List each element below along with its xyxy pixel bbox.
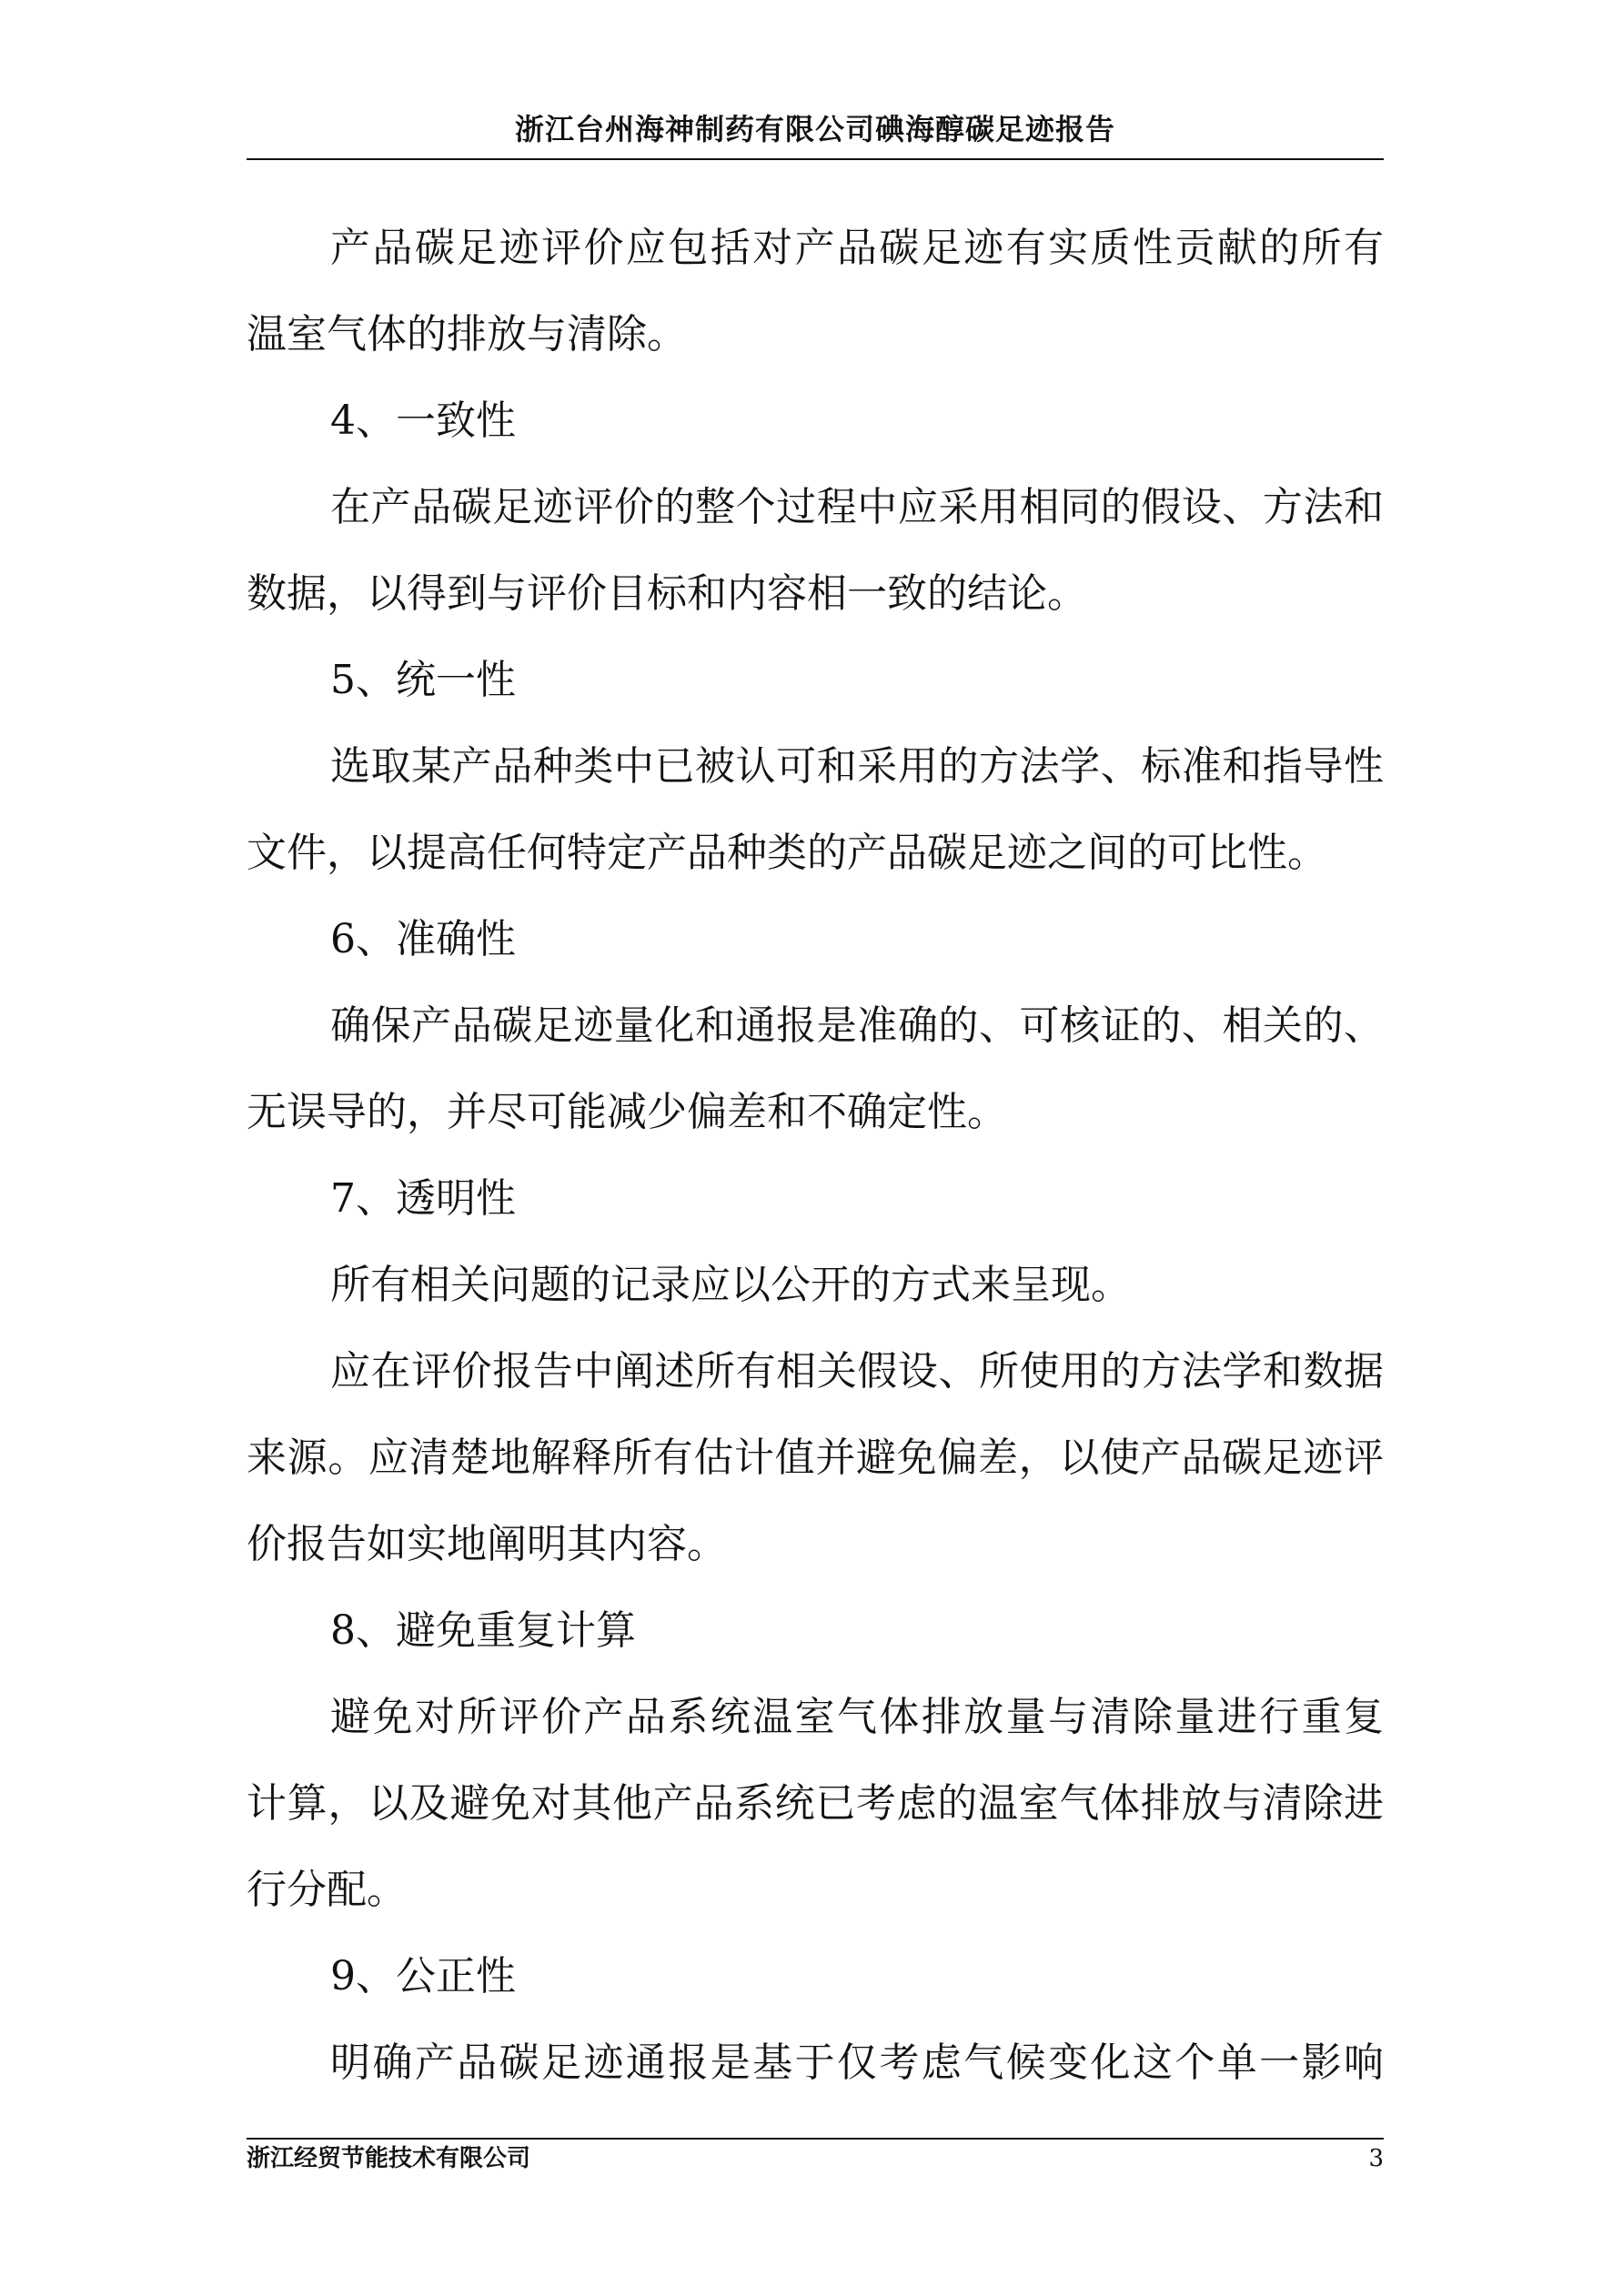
text-line: 来源。应清楚地解释所有估计值并避免偏差，以使产品碳足迹评: [247, 1435, 1384, 1481]
text-line: 确保产品碳足迹量化和通报是准确的、可核证的、相关的、: [330, 1002, 1384, 1049]
text-line: 数据，以得到与评价目标和内容相一致的结论。: [247, 570, 1087, 617]
text-line: 4、一致性: [330, 398, 516, 444]
text-line: 计算，以及避免对其他产品系统已考虑的温室气体排放与清除进: [247, 1780, 1384, 1827]
text-line: 在产品碳足迹评价的整个过程中应采用相同的假设、方法和: [330, 484, 1384, 530]
text-line: 8、避免重复计算: [330, 1607, 636, 1654]
page-header-title: 浙江台州海神制药有限公司碘海醇碳足迹报告: [514, 112, 1115, 146]
text-line: 9、公正性: [330, 1953, 516, 1999]
text-line: 文件，以提高任何特定产品种类的产品碳足迹之间的可比性。: [247, 830, 1327, 876]
footer-company-name: 浙江经贸节能技术有限公司: [247, 2145, 531, 2172]
text-line: 7、透明性: [330, 1175, 516, 1222]
text-line: 无误导的，并尽可能减少偏差和不确定性。: [247, 1089, 1007, 1135]
header-divider: [247, 158, 1384, 160]
text-line: 5、统一性: [330, 657, 516, 703]
document-body: [247, 205, 1384, 2106]
text-line: 6、准确性: [330, 916, 516, 962]
text-line: 应在评价报告中阐述所有相关假设、所使用的方法学和数据: [330, 1348, 1384, 1395]
text-line: 温室气体的排放与清除。: [247, 311, 687, 357]
text-line: 产品碳足迹评价应包括对产品碳足迹有实质性贡献的所有: [330, 225, 1384, 271]
text-line: 选取某产品种类中已被认可和采用的方法学、标准和指导性: [330, 743, 1384, 790]
page-number: 3: [1368, 2145, 1384, 2172]
text-line: 明确产品碳足迹通报是基于仅考虑气候变化这个单一影响: [330, 2039, 1384, 2086]
text-line: 行分配。: [247, 1867, 407, 1913]
footer-divider: [247, 2138, 1384, 2140]
text-line: 避免对所评价产品系统温室气体排放量与清除量进行重复: [330, 1694, 1384, 1740]
text-line: 价报告如实地阐明其内容。: [247, 1521, 727, 1567]
text-line: 所有相关问题的记录应以公开的方式来呈现。: [330, 1262, 1131, 1308]
